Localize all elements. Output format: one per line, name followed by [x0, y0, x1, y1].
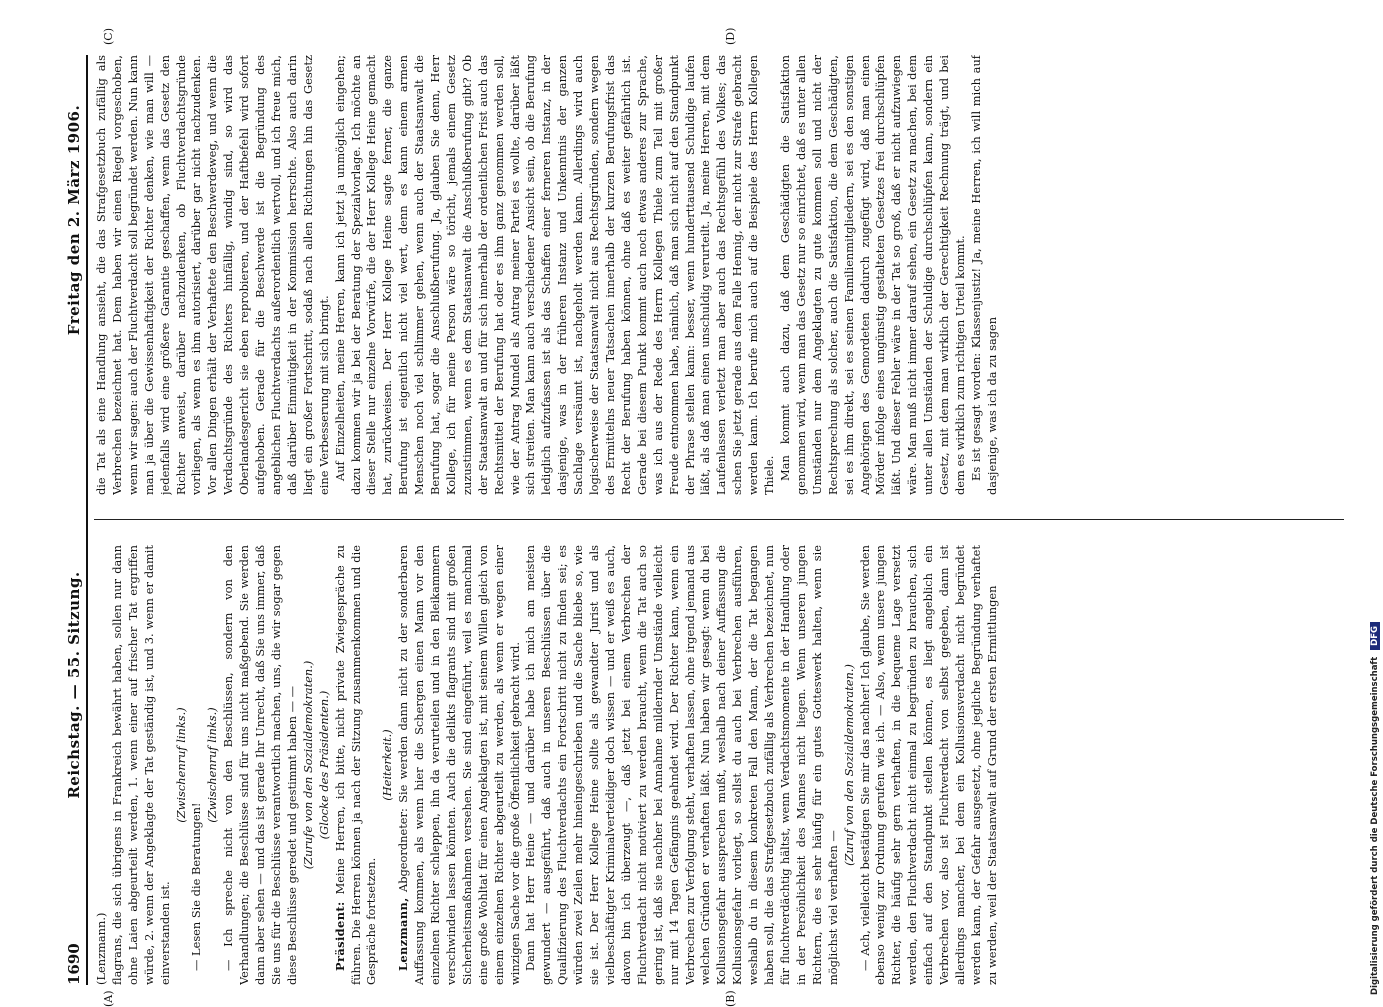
page-number: 1690	[65, 943, 83, 985]
margin-marker-a: (A)	[102, 990, 115, 1007]
margin-marker-d: (D)	[724, 27, 737, 45]
lenzmann-paragraph	[396, 545, 523, 985]
paragraph: Es ist gesagt worden: Klassenjustiz! Ja, meine Herren, ich will mich auf dasjenige, was ich da zu sagen	[968, 55, 999, 495]
paragraph: Man kommt auch dazu, daß dem Geschädigten die Satisfaktion genommen wird, wenn man das Gesetz nur so einrichtet, daß es unter allen Umständen nur dem Angeklagten zu gute kommen soll und nicht der Rechtsprechung als solcher, auch die Satisfaktion, die dem Geschädigten, sei es ihm direkt, sei es seinen Familienmitgliedern, sei es den sonstigen Angehörigen des Gemordeten dadurch zugefügt wird, daß man einen Mörder infolge eines ungünstig gestalteten Gesetzes frei durchschlüpfen läßt. Und dieser Fehler wäre in der Tat so groß, daß er nicht aufzuwiegen wäre. Man muß nicht immer darauf sehen, ein Gesetz zu machen, bei dem unter allen Umständen der Schuldige durchschlüpfen kann, sondern ein Gesetz, mit dem man wirklich der Gerechtigkeit Rechnung trägt, und bei dem es wirklich zum richtigen Urteil kommt.	[777, 55, 967, 495]
credit-text: Digitalisierung gefördert durch die Deutsche Forschungsgemeinschaft	[1370, 656, 1380, 995]
paragraph: flagrans, die sich übrigens in Frankreich bewährt haben, sollen nur dann ohne Laien abgeurteilt werden, 1. wenn einer auf frischer Tat ergriffen würde, 2. wenn der Angeklagte der Tat geständig ist, und 3. wenn er damit einverstanden ist.	[109, 545, 172, 985]
paragraph: — Ach, vielleicht bestätigen Sie mir das nachher! Ich glaube, Sie werden ebenso wenig zur Ordnung gerufen wie ich. — Also, wenn unsere jungen Richter, die häufig sehr gern verhaften, in die bequeme Lage versetzt werden, den Fluchtverdacht nicht einmal zu begründen zu brauchen, sich einfach auf den Standpunkt stellen können, es liegt angeblich ein Verbrechen vor, also ist Fluchtverdacht von selbst gegeben, dann ist allerdings mancher, bei dem ein Kollusionsverdacht nicht begründet werden kann, der Gefahr ausgesetzt, ohne jegliche Begründung verhaftet zu werden, weil der Staatsanwalt auf Grund der ersten Ermittlungen	[857, 545, 999, 985]
column-divider	[94, 519, 1344, 520]
speaker-name: Präsident:	[332, 901, 347, 971]
interjection: (Glocke des Präsidenten.)	[316, 690, 331, 840]
left-text-column	[94, 545, 1349, 985]
margin-marker-b: (B)	[724, 990, 737, 1007]
president-paragraph	[333, 545, 381, 985]
header-right-date: Freitag den 2. März 1906.	[65, 104, 83, 336]
document-page	[64, 27, 1349, 1007]
dfg-logo: DFG	[1370, 622, 1380, 650]
paragraph: Auf Einzelheiten, meine Herren, kann ich jetzt ja unmöglich eingehen; dazu kommen wir ja bei der Beratung der Spezialvorlage. Ich möchte an dieser Stelle nur einzelne Vorwürfe, die der Herr Kollege Heine gemacht hat, zurückweisen. Der Herr Kollege Heine sagte ferner, die ganze Berufung ist eigentlich nicht viel wert, denn es kann einem armen Menschen noch viel schlimmer gehen, wenn auch der Staatsanwalt die Berufung hat, sogar die Anschlußberufung. Ja, glauben Sie denn, Herr Kollege, ich für meine Person wäre so töricht, jemals einem Gesetz zuzustimmen, wenn es dem Staatsanwalt die Anschlußberufung gibt? Ob der Staatsanwalt an und für sich innerhalb der ordentlichen Frist auch das Rechtsmittel der Berufung hat oder es ihm ganz genommen werden soll, wie der Antrag Mundel als Antrag meiner Partei es wollte, darüber läßt sich streiten. Man kann auch verschiedener Ansicht sein, ob die Berufung lediglich aufzufassen ist als das Schaffen einer ferneren Instanz, in der dasjenige, was in der früheren Instanz und Unkenntnis der ganzen Sachlage versäumt ist, nachgeholt werden kann. Allerdings wird auch logischerweise der Staatsanwalt nicht aus Rechtsgründen, sondern wegen des Ermittelns neuer Tatsachen innerhalb der kurzen Berufungsfrist das Recht der Berufung haben können, ohne daß es weiter gefährlich ist. Gerade bei diesem Punkt kommt auch noch etwas anderes zur Sprache, was ich aus der Rede des Herrn Kollegen Thiele zum Teil mit großer Freude entnommen habe, nämlich, daß man sich nicht auf den Standpunkt der Phrase stellen kann: besser, wenn hunderttausend Schuldige laufen läßt, als daß man einen unschuldig verurteilt. Ja, meine Herren, mit dem Laufenlassen verletzt man aber auch das Rechtsgefühl des Volkes; das schen Sie jetzt gerade aus dem Falle Hennig, der nicht zur Strafe gebracht werden kann. Ich berufe mich auch auf die Beispiele des Herrn Kollegen Thiele.	[332, 55, 777, 495]
right-text-column	[94, 55, 1349, 495]
paragraph: die Tat als eine Handlung ansieht, die das Strafgesetzbuch zufällig als Verbrechen bezeichnet hat. Dem haben wir einen Riegel vorgeschoben, wenn wir sagen: auch der Fluchtverdacht soll begründet werden. Nun kann man ja über die Gewissenhaftigkeit der Richter denken, wie man will — jedenfalls wird eine größere Garantie geschaffen, wenn das Gesetz den Richter anweist, darüber nachzudenken, ob Fluchtverdachtsgründe vorliegen, als wenn es ihm autorisiert, darüber gar nicht nachzudenken. Vor allen Dingen erhält der Verhaftete den Beschwerdeweg, und wenn die Verdachtsgründe des Richters hinfällig, windig sind, so wird das Oberlandesgericht sie eben reprobieren, und der Haftbefehl wird sofort aufgehoben. Gerade für die Beschwerde ist die Begründung des angeblichen Fluchtverdachts außerordentlich wertvoll, und ich freue mich, daß darüber Einmütigkeit in der Kommission herrschte. Also auch darin liegt ein großer Fortschritt, sodaß nach allen Richtungen hin das Gesetz eine Verbesserung mit sich bringt.	[94, 55, 331, 495]
paragraph: — Lesen Sie die Beratungen!	[189, 802, 204, 971]
paragraph: — Ich spreche nicht von den Beschlüssen, sondern von den Verhandlungen; die Beschlüsse sind für uns nicht maßgebend. Sie werden dann aber sehen — und das ist gerade Ihr Unrecht, daß Sie uns immer, daß Sie uns für die Beschlüsse verantwortlich machen, uns, die wir sogar gegen diese Beschlüsse geredet und gestimmt haben — —	[221, 545, 299, 985]
speaker-name: Lenzmann,	[396, 897, 411, 971]
interjection: (Zurufe von den Sozialdemokraten.)	[300, 660, 315, 870]
interjection: (Zwischenruf links.)	[173, 707, 188, 823]
digitization-credit	[1370, 5, 1380, 995]
interjection: (Heiterkeit.)	[380, 729, 395, 801]
speech-text: Meine Herren, ich bitte, nicht private Zwiegespräche zu führen. Die Herren können ja nach der Sitzung zusammenkommen und die Gespräche fortsetzen.	[332, 545, 379, 985]
paragraph: Dann hat Herr Heine — und darüber habe ich mich am meisten gewundert — ausgeführt, daß auch in unseren Beschlüssen über die Qualifizierung des Fluchtverdachts ein Fortschritt nicht zu finden sei; es würden zwei Zeilen mehr hineingeschrieben und die Sache bliebe so, wie sie ist. Der Herr Kollege Heine sollte als gewandter Jurist und als vielbeschäftigter Kriminalverteidiger doch wissen — und er weiß es auch, davon bin ich überzeugt —, daß jetzt bei einem Verbrechen der Fluchtverdacht nicht motiviert zu werden braucht, wenn die Tat auch so gering ist, daß sie nachher bei Annahme mildernder Umstände vielleicht nur mit 14 Tagen Gefängnis geahndet wird. Der Richter kann, wenn ein Verbrechen zur Verfolgung steht, verhaften lassen, ohne irgend jemand aus welchen Gründen er verhaften läßt. Nun haben wir gesagt: wenn du bei Kollusionsgefahr aussprechen mußt, weshalb nach deiner Auffassung die Kollusionsgefahr vorliegt, so sollst du auch bei Verbrechen ausführen, weshalb du in diesem konkreten Fall den Mann, der die Tat begangen haben soll, die das Strafgesetzbuch zufällig als Verbrechen bezeichnet, nun für fluchtverdächtig hältst, wenn Verdachtsmomente in der Handlung oder in der Persönlichkeit des Mannes nicht liegen. Wenn unseren jungen Richtern, die es sehr häufig für ein gutes Gotteswerk halten, wenn sie möglichst viel verhaften —	[523, 545, 840, 985]
margin-marker-c: (C)	[102, 28, 115, 45]
speaker-tag: (Lenzmann.)	[94, 912, 108, 985]
interjection: (Zwischenruf links.)	[205, 707, 220, 823]
running-header	[64, 55, 88, 985]
speech-text: Abgeordneter: Sie werden dann nicht zu der sonderbaren Auffassung kommen, als wenn hier die Schergen einen Mann vor den einzelnen Richter schleppen, ihn da verurteilen und in den Bleikammern verschwinden lassen könnten. Auch die delikts flagrants sind mit großen Sicherheitsmaßnahmen versehen. Sie sind eingeführt, weil es manchmal eine große Wohltat für einen Angeklagten ist, mit seinem Willen gleich von einem einzelnen Richter abgeurteilt zu werden, als wenn er wegen einer winzigen Sache vor die große Öffentlichkeit gebracht wird.	[396, 545, 522, 985]
header-left-title: Reichstag. — 55. Sitzung.	[65, 571, 83, 799]
interjection: (Zuruf von den Sozialdemokraten.)	[841, 664, 856, 866]
